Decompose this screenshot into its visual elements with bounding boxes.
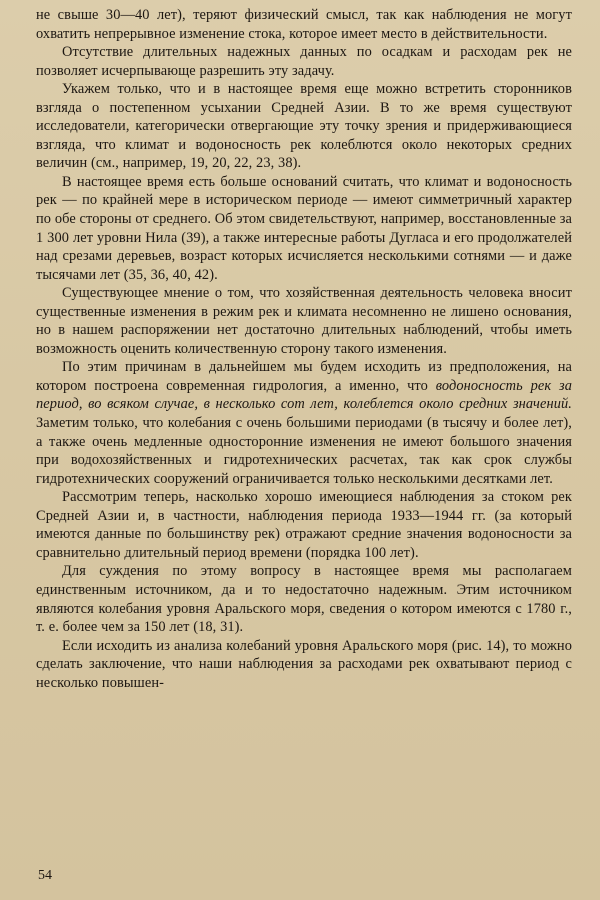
- text-segment: Отсутствие длительных надежных данных по осадкам и расходам рек не позволяет исчерпывающе разрешить эту задачу.: [36, 44, 572, 79]
- paragraph: [36, 562, 572, 636]
- text-segment: Укажем только, что и в настоящее время еще можно встретить сторонников взгляда о постепенном усыхании Средней Азии. В то же время существуют исследователи, категорически отвергающие эту точку зрения и придерживающиеся взгляда, что климат и водоносность рек колеблются около некоторых средних величин (см., например, 19, 20, 22, 23, 38).: [36, 81, 572, 172]
- body-text: [36, 6, 572, 692]
- text-segment: Заметим только, что колебания с очень большими периодами (в тысячу и более лет), а также очень медленные односторонние изменения не имеют большого значения при водохозяйственных и гидротехнических расчетах, так как срок службы гидротехнических сооружений ограничивается только несколькими десятками лет.: [36, 415, 572, 487]
- text-segment: В настоящее время есть больше оснований считать, что климат и водоносность рек — по крайней мере в историческом периоде — имеют симметричный характер по обе стороны от среднего. Об этом свидетельствуют, например, восстановленные за 1 300 лет уровни Нила (39), а также интересные работы Дугласа и его продолжателей над срезами деревьев, возраст которых исчисляется несколькими сотнями — и даже тысячами лет (35, 36, 40, 42).: [36, 173, 572, 283]
- paragraph: [36, 173, 572, 284]
- paragraph: [36, 6, 572, 43]
- text-segment: По этим причинам в дальнейшем мы будем исходить из предположения, на котором построена современная гидрология, а именно, что: [36, 359, 572, 394]
- paragraph: [36, 43, 572, 80]
- paragraph: [36, 284, 572, 358]
- text-segment: не свыше 30—40 лет), теряют физический смысл, так как наблюдения не могут охватить непрерывное изменение стока, которое имеет место в действительности.: [36, 7, 572, 42]
- text-segment: Если исходить из анализа колебаний уровня Аральского моря (рис. 14), то можно сделать заключение, что наши наблюдения за расходами рек охватывают период с несколько повышен-: [36, 637, 572, 691]
- text-segment: Рассмотрим теперь, насколько хорошо имеющиеся наблюдения за стоком рек Средней Азии и, в частности, наблюдения периода 1933—1944 гг. (за который имеются данные по большинству рек) отражают средние значения водоносности за сравнительно длительный период времени (порядка 100 лет).: [36, 489, 572, 561]
- page-number: 54: [38, 868, 52, 883]
- paragraph: [36, 80, 572, 173]
- paragraph: [36, 488, 572, 562]
- text-segment: Для суждения по этому вопросу в настоящее время мы располагаем единственным источником, да и то недостаточно надежным. Этим источником являются колебания уровня Аральского моря, сведения о котором имеются с 1780 г., т. е. более чем за 150 лет (18, 31).: [36, 563, 572, 636]
- text-segment: Существующее мнение о том, что хозяйственная деятельность человека вносит существенные изменения в режим рек и климата несомненно не лишено основания, но в нашем распоряжении нет достаточно длительных наблюдений, чтобы иметь возможность оценить количественную сторону такого изменения.: [36, 285, 572, 357]
- paragraph: [36, 637, 572, 693]
- paragraph: [36, 358, 572, 488]
- italic-emphasis: водоносность рек за период, во всяком случае, в несколько сот лет, колеблется около средних значений.: [36, 377, 572, 413]
